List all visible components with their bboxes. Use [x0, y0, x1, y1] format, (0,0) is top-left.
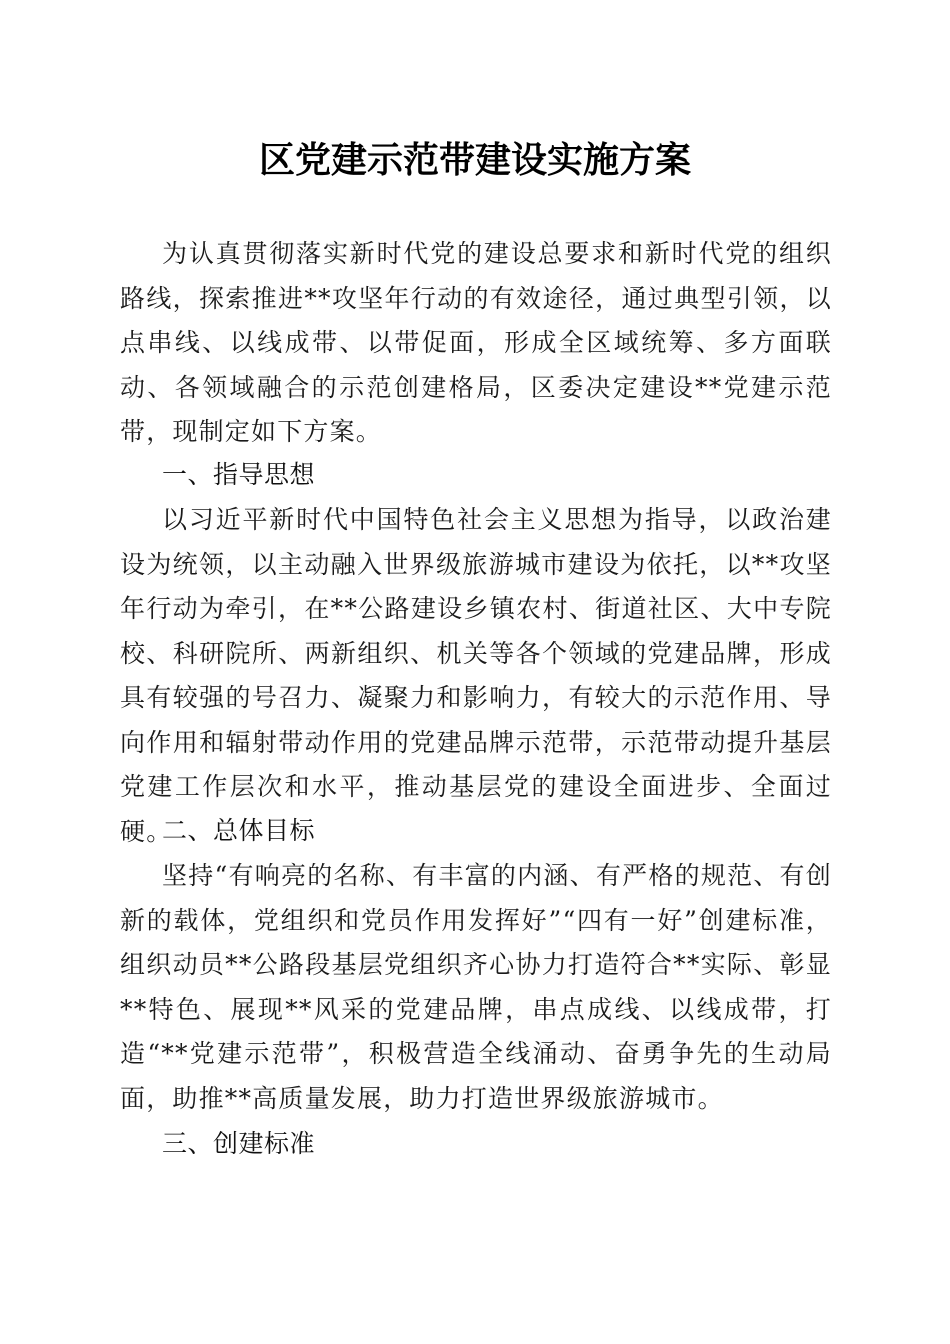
section-paragraph-guiding-ideology: 以习近平新时代中国特色社会主义思想为指导，以政治建设为统领，以主动融入世界级旅游城市建设为依托，以**攻坚年行动为牵引，在**公路建设乡镇农村、街道社区、大中专院校、科研院所、两新组织、机关等各个领域的党建品牌，形成具有较强的号召力、凝聚力和影响力，有较大的示范作用、导向作用和辐射带动作用的党建品牌示范带，示范带动提升基层党建工作层次和水平，推动基层党的建设全面进步、全面过硬。 — [120, 505, 832, 846]
section-paragraph-overall-goal: 坚持“有响亮的名称、有丰富的内涵、有严格的规范、有创新的载体，党组织和党员作用发挥好”“四有一好”创建标准，组织动员**公路段基层党组织齐心协力打造符合**实际、彰显**特色、展现**风采的党建品牌，串点成线、以线成带，打造“**党建示范带”，积极营造全线涌动、奋勇争先的生动局面，助推**高质量发展，助力打造世界级旅游城市。 — [120, 861, 832, 1113]
section-heading-creation-standards: 三、创建标准 — [162, 1129, 316, 1158]
intro-paragraph: 为认真贯彻落实新时代党的建设总要求和新时代党的组织路线，探索推进**攻坚年行动的有效途径，通过典型引领，以点串线、以线成带、以带促面，形成全区域统筹、多方面联动、各领域融合的示范创建格局，区委决定建设**党建示范带，现制定如下方案。 — [120, 239, 832, 446]
section-heading-overall-goal: 二、总体目标 — [162, 816, 316, 845]
document-title: 区党建示范带建设实施方案 — [258, 139, 691, 181]
section-heading-guiding-ideology: 一、指导思想 — [162, 460, 316, 489]
